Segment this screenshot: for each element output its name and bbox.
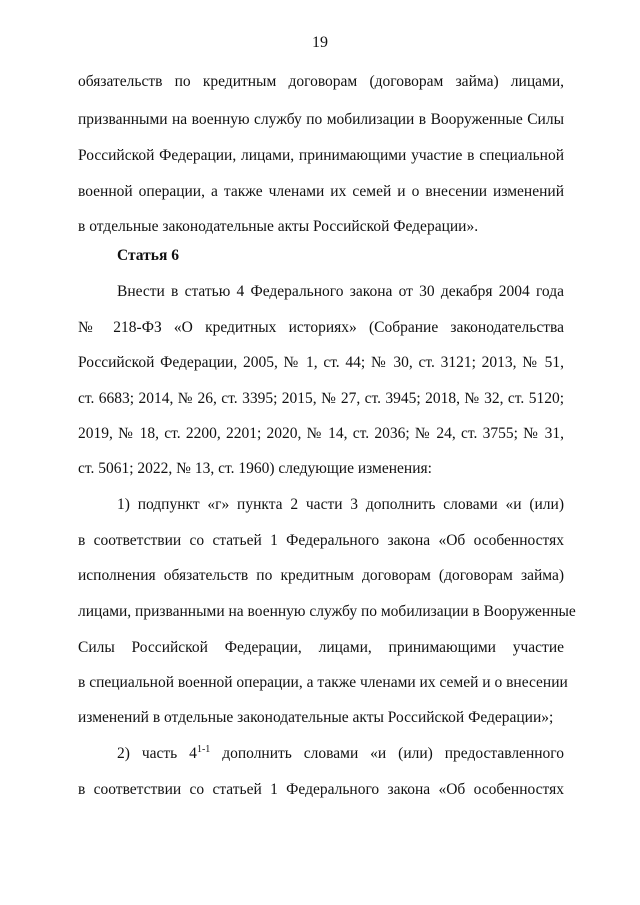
text-line: 1) подпункт «г» пункта 2 части 3 дополнить словами «и (или) [117, 496, 564, 513]
item-2-number: 2) часть 4 [117, 745, 197, 762]
text-line: в соответствии со статьей 1 Федерального закона «Об особенностях [78, 781, 564, 798]
text-line: Российской Федерации, 2005, № 1, ст. 44; № 30, ст. 3121; 2013, № 51, [78, 354, 564, 371]
superscript: 1-1 [196, 743, 211, 755]
text-line: лицами, призванными на военную службу по мобилизации в Вооруженные [78, 603, 576, 620]
text-line: 2019, № 18, ст. 2200, 2201; 2020, № 14, ст. 2036; № 24, ст. 3755; № 31, [78, 425, 564, 442]
text-line: в отдельные законодательные акты Российской Федерации». [78, 218, 479, 235]
item-2-text: дополнить словами «и (или) предоставленного [210, 745, 564, 762]
text-line: Российской Федерации, лицами, принимающими участие в специальной [78, 147, 564, 164]
text-line: военной операции, а также членами их семей и о внесении изменений [78, 183, 564, 200]
text-line: в соответствии со статьей 1 Федерального закона «Об особенностях [78, 532, 564, 549]
text-line: ст. 5061; 2022, № 13, ст. 1960) следующие изменения: [78, 460, 432, 477]
text-line: обязательств по кредитным договорам (договорам займа) лицами, [78, 73, 564, 90]
text-line [117, 744, 564, 764]
text-line: Силы Российской Федерации, лицами, принимающими участие [78, 639, 564, 656]
text-line: № 218-ФЗ «О кредитных историях» (Собрание законодательства [78, 319, 564, 336]
text-line: исполнения обязательств по кредитным договорам (договорам займа) [78, 567, 564, 584]
text-line: призванными на военную службу по мобилизации в Вооруженные Силы [78, 111, 564, 128]
text-line: Внести в статью 4 Федерального закона от 30 декабря 2004 года [117, 283, 564, 300]
article-heading: Статья 6 [117, 247, 179, 264]
text-line: изменений в отдельные законодательные акты Российской Федерации»; [78, 709, 554, 726]
text-line: ст. 6683; 2014, № 26, ст. 3395; 2015, № 27, ст. 3945; 2018, № 32, ст. 5120; [78, 390, 564, 407]
page-number: 19 [312, 34, 328, 51]
text-line: в специальной военной операции, а также членами их семей и о внесении [78, 674, 568, 691]
